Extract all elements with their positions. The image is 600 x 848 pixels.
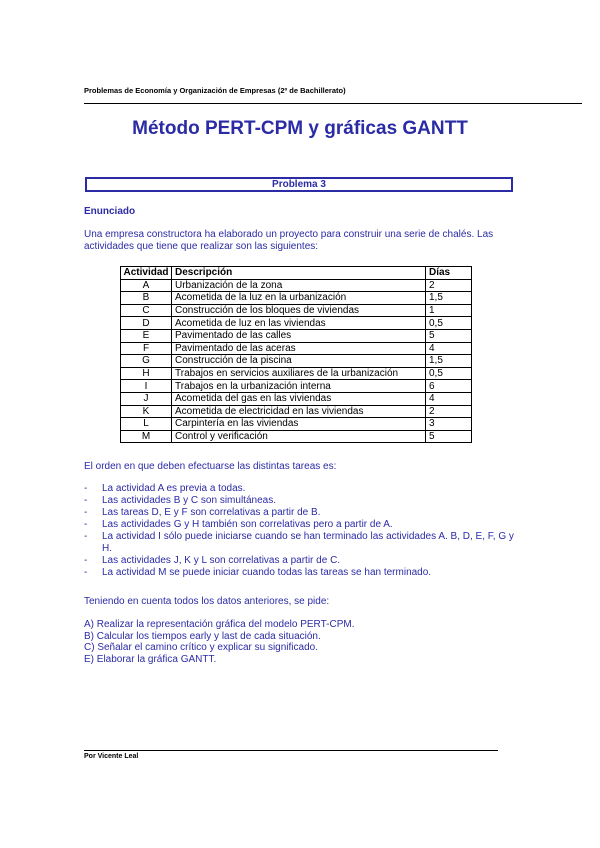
table-row	[121, 392, 472, 405]
column-header-description: Descripción	[172, 267, 426, 280]
table-row	[121, 304, 472, 317]
footer-divider	[84, 750, 498, 751]
list-item	[84, 507, 524, 519]
order-intro: El orden en que deben efectuarse las distintas tareas es:	[84, 461, 337, 472]
bullet-dash: -	[84, 555, 88, 566]
bullet-dash: -	[84, 483, 88, 494]
description-cell: Carpintería en las viviendas	[172, 418, 426, 431]
days-cell: 4	[426, 392, 472, 405]
bullet-dash: -	[84, 567, 88, 578]
list-item	[84, 567, 524, 579]
description-cell: Pavimentado de las calles	[172, 329, 426, 342]
days-cell: 1,5	[426, 355, 472, 368]
days-cell: 2	[426, 279, 472, 292]
activity-code-cell: L	[121, 418, 172, 431]
conditions-list	[84, 483, 524, 579]
table-row	[121, 355, 472, 368]
condition-text: Las actividades J, K y L son correlativas a partir de C.	[102, 555, 341, 566]
description-cell: Acometida de luz en las viviendas	[172, 317, 426, 330]
activity-code-cell: G	[121, 355, 172, 368]
bullet-dash: -	[84, 519, 88, 530]
days-cell: 0,5	[426, 317, 472, 330]
description-cell: Acometida de electricidad en las viviendas	[172, 405, 426, 418]
column-header-days: Días	[426, 267, 472, 280]
list-item	[84, 483, 524, 495]
activity-code-cell: D	[121, 317, 172, 330]
condition-text: Las actividades B y C son simultáneas.	[102, 495, 276, 506]
activity-code-cell: B	[121, 292, 172, 305]
condition-text: La actividad I sólo puede iniciarse cuando se han terminado las actividades A. B, D, E, F, G y H.	[102, 531, 514, 554]
days-cell: 1	[426, 304, 472, 317]
description-cell: Acometida de la luz en la urbanización	[172, 292, 426, 305]
list-item	[84, 495, 524, 507]
activity-code-cell: C	[121, 304, 172, 317]
description-cell: Construcción de los bloques de viviendas	[172, 304, 426, 317]
header-divider	[84, 103, 582, 104]
task-item: A) Realizar la representación gráfica del modelo PERT-CPM.	[84, 619, 355, 630]
table-row	[121, 329, 472, 342]
table-row	[121, 342, 472, 355]
activity-code-cell: M	[121, 430, 172, 443]
task-item: E) Elaborar la gráfica GANTT.	[84, 653, 217, 665]
list-item	[84, 519, 524, 531]
activity-code-cell: I	[121, 380, 172, 393]
activity-code-cell: E	[121, 329, 172, 342]
question-intro: Teniendo en cuenta todos los datos anteriores, se pide:	[84, 596, 330, 607]
description-cell: Trabajos en la urbanización interna	[172, 380, 426, 393]
footer-author: Por Vicente Leal	[84, 753, 139, 760]
list-item	[84, 531, 524, 555]
tasks-list	[84, 619, 355, 665]
task-item: C) Señalar el camino crítico y explicar su significado.	[84, 642, 318, 653]
bullet-dash: -	[84, 531, 88, 542]
activities-table	[120, 266, 472, 443]
table-row	[121, 380, 472, 393]
activity-code-cell: A	[121, 279, 172, 292]
task-item: B) Calcular los tiempos early y last de cada situación.	[84, 630, 321, 642]
days-cell: 2	[426, 405, 472, 418]
activity-code-cell: F	[121, 342, 172, 355]
days-cell: 1,5	[426, 292, 472, 305]
activity-code-cell: J	[121, 392, 172, 405]
table-row	[121, 405, 472, 418]
days-cell: 0,5	[426, 367, 472, 380]
description-cell: Construcción de la piscina	[172, 355, 426, 368]
description-cell: Urbanización de la zona	[172, 279, 426, 292]
activity-code-cell: K	[121, 405, 172, 418]
problem-label: Problema 3	[85, 177, 513, 192]
table-row	[121, 317, 472, 330]
description-cell: Acometida del gas en las viviendas	[172, 392, 426, 405]
activities-table-body	[121, 279, 472, 443]
table-row	[121, 279, 472, 292]
description-cell: Control y verificación	[172, 430, 426, 443]
running-header: Problemas de Economía y Organización de Empresas (2º de Bachillerato)	[84, 86, 346, 95]
description-cell: Trabajos en servicios auxiliares de la urbanización	[172, 367, 426, 380]
intro-paragraph: Una empresa constructora ha elaborado un proyecto para construir una serie de chalés. Las actividades que tiene que realizar son las siguientes:	[84, 229, 494, 252]
bullet-dash: -	[84, 507, 88, 518]
table-row	[121, 367, 472, 380]
days-cell: 5	[426, 430, 472, 443]
bullet-dash: -	[84, 495, 88, 506]
condition-text: Las actividades G y H también son correlativas pero a partir de A.	[102, 519, 393, 530]
days-cell: 3	[426, 418, 472, 431]
condition-text: La actividad A es previa a todas.	[102, 483, 246, 494]
activity-code-cell: H	[121, 367, 172, 380]
days-cell: 4	[426, 342, 472, 355]
column-header-activity: Actividad	[121, 267, 172, 280]
page-title: Método PERT-CPM y gráficas GANTT	[132, 118, 468, 139]
days-cell: 5	[426, 329, 472, 342]
list-item	[84, 555, 524, 567]
table-row	[121, 418, 472, 431]
days-cell: 6	[426, 380, 472, 393]
section-heading: Enunciado	[84, 206, 136, 217]
condition-text: La actividad M se puede iniciar cuando todas las tareas se han terminado.	[102, 567, 432, 578]
table-header-row	[121, 267, 472, 280]
condition-text: Las tareas D, E y F son correlativas a partir de B.	[102, 507, 321, 518]
table-row	[121, 292, 472, 305]
table-row	[121, 430, 472, 443]
description-cell: Pavimentado de las aceras	[172, 342, 426, 355]
